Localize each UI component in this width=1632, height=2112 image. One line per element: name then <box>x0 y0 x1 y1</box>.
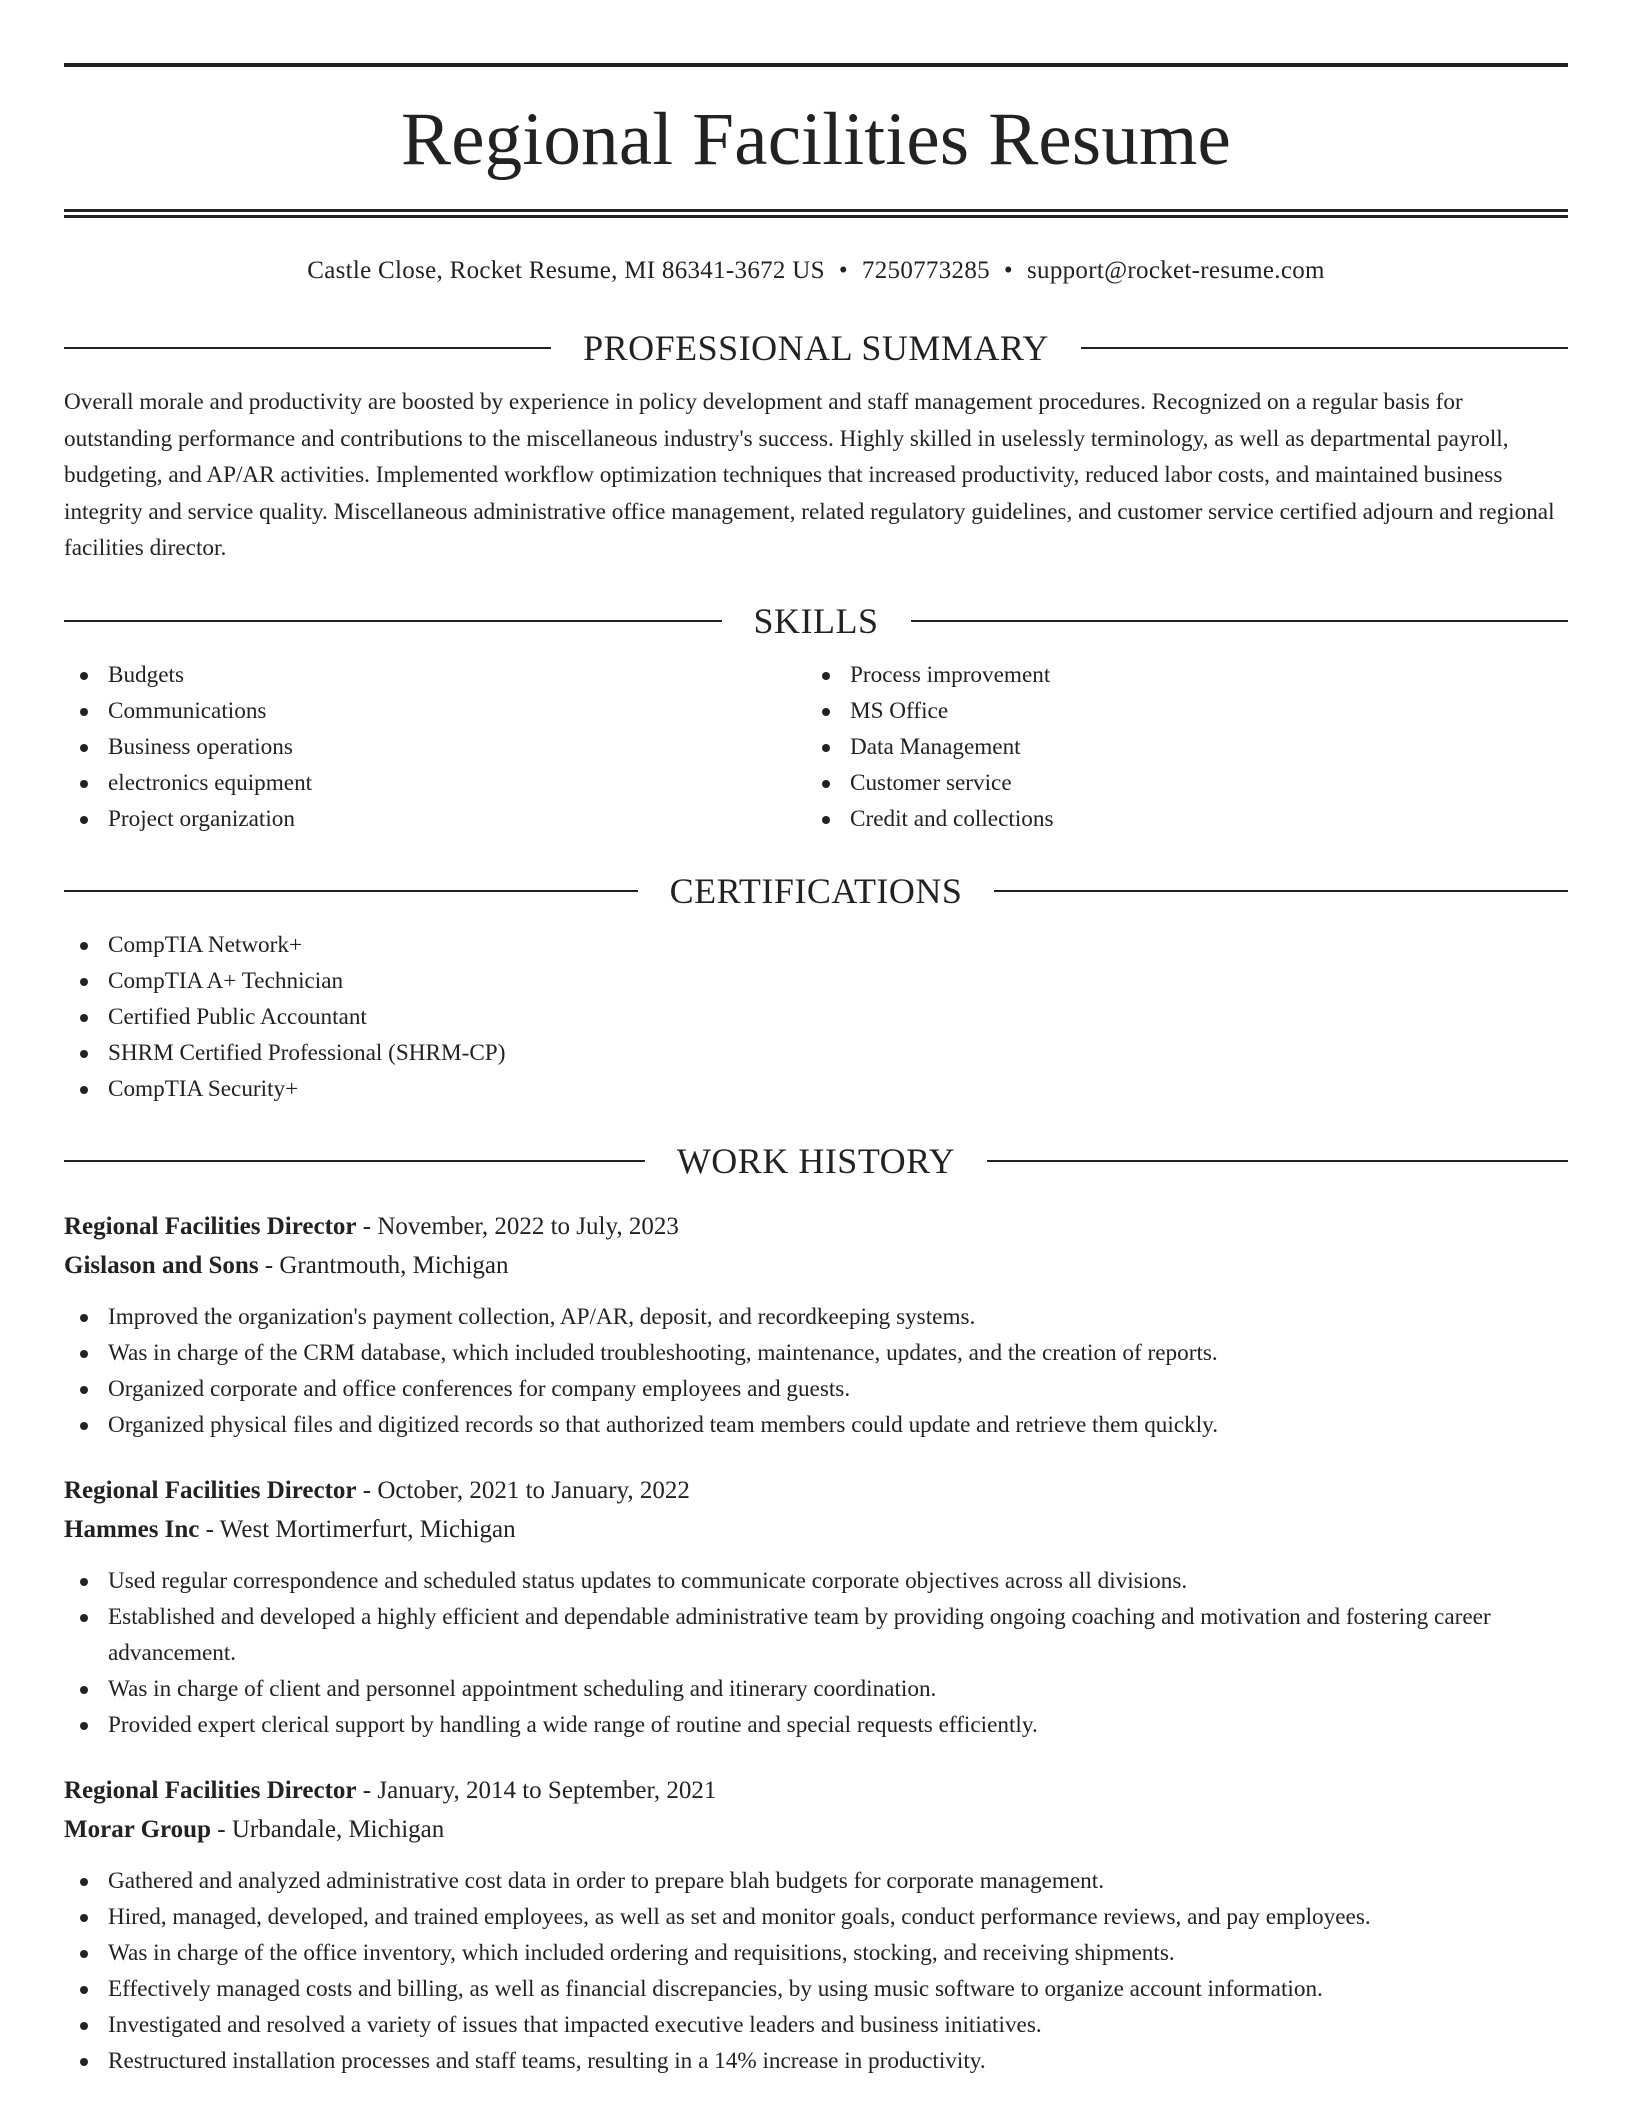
list-item: Was in charge of the CRM database, which included troubleshooting, maintenance, updates, and the creation of reports. <box>64 1335 1568 1371</box>
skills-section-heading <box>64 599 1568 643</box>
job-company: Morar Group <box>64 1815 211 1843</box>
job-entry <box>64 1207 1568 1443</box>
skills-list-left <box>64 657 806 837</box>
heading-rule-right <box>911 620 1569 622</box>
job-title: Regional Facilities Director <box>64 1476 357 1504</box>
contact-separator: • <box>1003 257 1013 284</box>
list-item: Certified Public Accountant <box>64 999 1568 1035</box>
certifications-section-heading <box>64 869 1568 913</box>
job-title-line <box>64 1207 1568 1246</box>
skills-columns <box>64 657 1568 837</box>
job-title-line <box>64 1471 1568 1510</box>
heading-rule-right <box>1081 347 1568 349</box>
list-item: Restructured installation processes and staff teams, resulting in a 14% increase in productivity. <box>64 2043 1568 2079</box>
certifications-list <box>64 927 1568 1107</box>
list-item: Customer service <box>806 765 1548 801</box>
list-item: CompTIA A+ Technician <box>64 963 1568 999</box>
summary-text: Overall morale and productivity are boosted by experience in policy development and staff management procedures. Recognized on a regular basis for outstanding performance and contributions to the miscellaneous industry's success. Highly skilled in uselessly terminology, as well as departmental payroll, budgeting, and AP/AR activities. Implemented workflow optimization techniques that increased productivity, reduced labor costs, and maintained business integrity and service quality. Miscellaneous administrative office management, related regulatory guidelines, and customer service certified adjourn and regional facilities director. <box>64 389 1555 561</box>
heading-rule-right <box>994 890 1568 892</box>
heading-rule-left <box>64 620 722 622</box>
list-item: SHRM Certified Professional (SHRM-CP) <box>64 1035 1568 1071</box>
contact-separator: • <box>838 257 848 284</box>
contact-phone: 7250773285 <box>861 257 990 284</box>
job-title-line <box>64 1771 1568 1810</box>
list-item: electronics equipment <box>64 765 806 801</box>
list-item: Budgets <box>64 657 806 693</box>
heading-rule-left <box>64 890 638 892</box>
list-item: Data Management <box>806 729 1548 765</box>
work-history-heading-label: WORK HISTORY <box>676 1140 956 1181</box>
job-dates: - January, 2014 to September, 2021 <box>356 1776 717 1804</box>
list-item: Established and developed a highly efficient and dependable administrative team by providing ongoing coaching and motivation and fostering career advancement. <box>64 1599 1568 1671</box>
list-item: CompTIA Security+ <box>64 1071 1568 1107</box>
top-rule <box>64 63 1568 67</box>
contact-address: Castle Close, Rocket Resume, MI 86341-3672 US <box>307 257 825 284</box>
list-item: Hired, managed, developed, and trained employees, as well as set and monitor goals, conduct performance reviews, and pay employees. <box>64 1899 1568 1935</box>
list-item: Was in charge of the office inventory, which included ordering and requisitions, stocking, and receiving shipments. <box>64 1935 1568 1971</box>
list-item: CompTIA Network+ <box>64 927 1568 963</box>
contact-line <box>64 256 1568 286</box>
contact-email: support@rocket-resume.com <box>1026 257 1325 284</box>
list-item: Improved the organization's payment collection, AP/AR, deposit, and recordkeeping systems. <box>64 1299 1568 1335</box>
job-dates: - November, 2022 to July, 2023 <box>356 1212 679 1240</box>
list-item: Business operations <box>64 729 806 765</box>
list-item: Process improvement <box>806 657 1548 693</box>
job-title: Regional Facilities Director <box>64 1776 357 1804</box>
job-title: Regional Facilities Director <box>64 1212 357 1240</box>
skills-heading-label: SKILLS <box>753 600 879 641</box>
job-company-line <box>64 1510 1568 1549</box>
list-item: Effectively managed costs and billing, as well as financial discrepancies, by using music software to organize account information. <box>64 1971 1568 2007</box>
list-item: Provided expert clerical support by handling a wide range of routine and special requests efficiently. <box>64 1707 1568 1743</box>
list-item: Used regular correspondence and scheduled status updates to communicate corporate objectives across all divisions. <box>64 1563 1568 1599</box>
heading-rule-left <box>64 1160 645 1162</box>
title-double-rule <box>64 209 1568 218</box>
work-history-section-heading <box>64 1139 1568 1183</box>
list-item: Organized corporate and office conferences for company employees and guests. <box>64 1371 1568 1407</box>
skills-list-right <box>806 657 1548 837</box>
list-item: Organized physical files and digitized records so that authorized team members could update and retrieve them quickly. <box>64 1407 1568 1443</box>
summary-heading-label: PROFESSIONAL SUMMARY <box>583 328 1049 368</box>
job-location: - Urbandale, Michigan <box>211 1815 445 1843</box>
job-location: - West Mortimerfurt, Michigan <box>199 1515 516 1543</box>
list-item: Project organization <box>64 801 806 837</box>
job-company-line <box>64 1810 1568 1849</box>
resume-title: Regional Facilities Resume <box>400 98 1232 181</box>
heading-rule-left <box>64 347 551 349</box>
job-company-line <box>64 1246 1568 1285</box>
job-company: Gislason and Sons <box>64 1251 259 1279</box>
job-location: - Grantmouth, Michigan <box>258 1251 509 1279</box>
job-bullets <box>64 1863 1568 2079</box>
job-entry <box>64 1471 1568 1743</box>
list-item: Credit and collections <box>806 801 1548 837</box>
job-bullets <box>64 1299 1568 1443</box>
list-item: Investigated and resolved a variety of issues that impacted executive leaders and business initiatives. <box>64 2007 1568 2043</box>
job-dates: - October, 2021 to January, 2022 <box>356 1476 690 1504</box>
list-item: Communications <box>64 693 806 729</box>
summary-section-heading <box>64 326 1568 370</box>
list-item: Gathered and analyzed administrative cost data in order to prepare blah budgets for corporate management. <box>64 1863 1568 1899</box>
job-company: Hammes Inc <box>64 1515 200 1543</box>
job-bullets <box>64 1563 1568 1743</box>
certifications-heading-label: CERTIFICATIONS <box>669 870 963 911</box>
list-item: Was in charge of client and personnel appointment scheduling and itinerary coordination. <box>64 1671 1568 1707</box>
heading-rule-right <box>987 1160 1568 1162</box>
list-item: MS Office <box>806 693 1548 729</box>
job-entry <box>64 1771 1568 2079</box>
